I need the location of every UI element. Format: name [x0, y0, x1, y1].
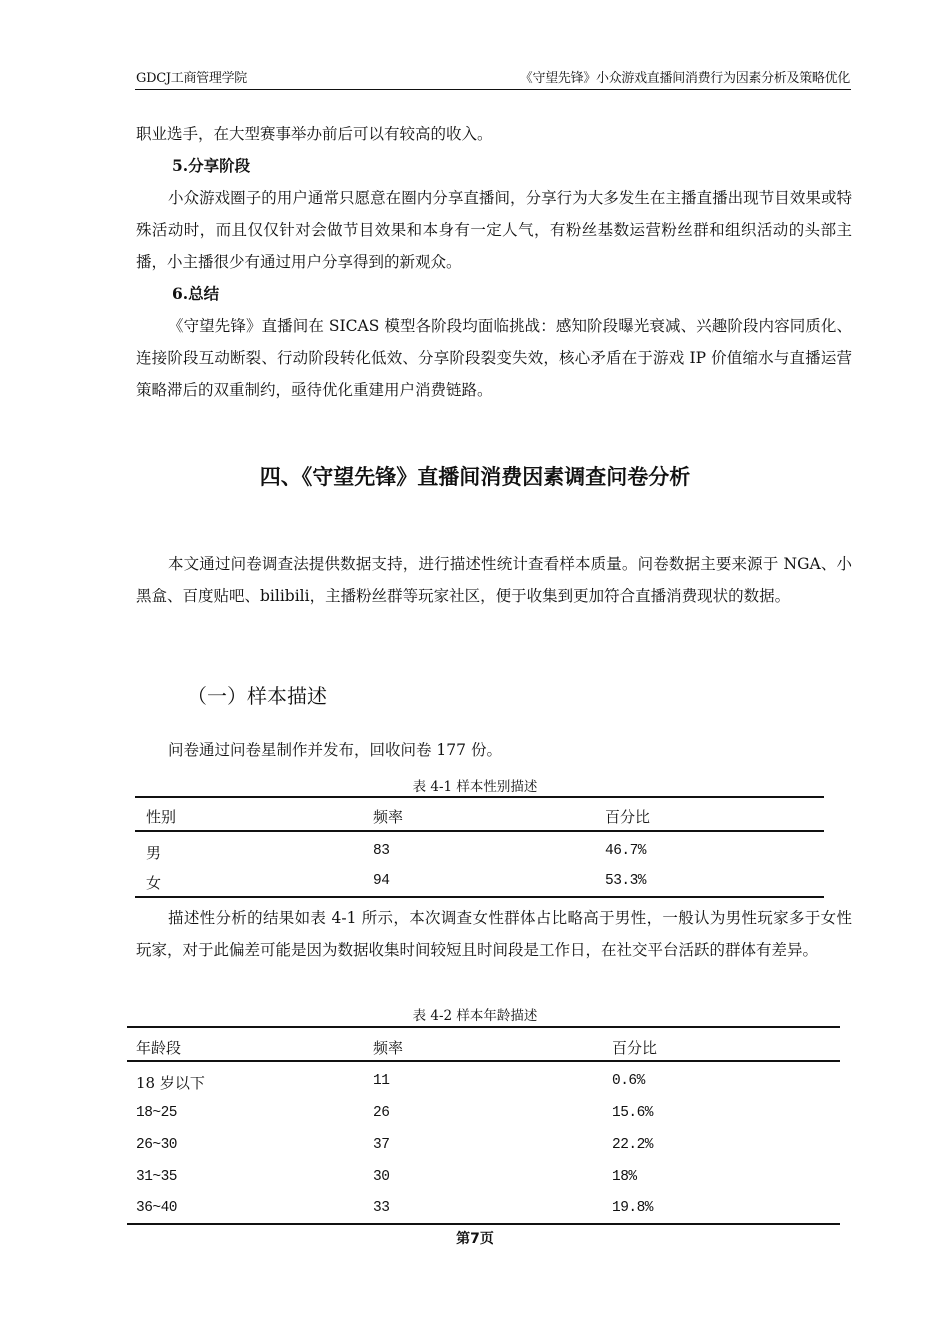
table2-cell: 19.8%	[612, 1200, 654, 1216]
table2-cell: 18%	[612, 1169, 637, 1185]
table2-cell: 18~25	[136, 1105, 178, 1121]
table2-top-rule	[127, 1026, 840, 1028]
table2-cell: 30	[373, 1169, 390, 1185]
table1-cell: 女	[146, 874, 162, 892]
table1-cell: 男	[146, 844, 162, 862]
summary-heading: 6.总结	[172, 284, 220, 303]
table2-caption: 表 4-2 样本年龄描述	[412, 1008, 538, 1024]
page-number: 第7页	[456, 1231, 494, 1247]
table1-header-percent: 百分比	[605, 808, 651, 826]
table1-header-gender: 性别	[146, 808, 177, 826]
table1-caption: 表 4-1 样本性别描述	[412, 779, 538, 795]
table1-top-rule	[135, 796, 824, 798]
table1-cell: 53.3%	[605, 873, 647, 889]
table2-cell: 18 岁以下	[136, 1074, 205, 1092]
header-institution: GDCJ工商管理学院	[136, 71, 247, 86]
table2-cell: 36~40	[136, 1200, 178, 1216]
table2-cell: 33	[373, 1200, 390, 1216]
table2-header-percent: 百分比	[612, 1039, 658, 1057]
table1-cell: 94	[373, 873, 390, 889]
table2-cell: 31~35	[136, 1169, 178, 1185]
share-stage-paragraph: 小众游戏圈子的用户通常只愿意在圈内分享直播间，分享行为大多发生在主播直播出现节目效果或特殊活动时，而且仅仅针对会做节目效果和本身有一定人气，有粉丝基数运营粉丝群和组织活动的头部主播，小主播很少有通过用户分享得到的新观众。	[136, 189, 852, 271]
table2-cell: 15.6%	[612, 1105, 654, 1121]
chapter-intro-paragraph: 本文通过问卷调查法提供数据支持，进行描述性统计查看样本质量。问卷数据主要来源于 NGA、小黑盒、百度贴吧、bilibili，主播粉丝群等玩家社区，便于收集到更加符合直播消费现状的数据。	[136, 555, 852, 605]
table2-cell: 26~30	[136, 1137, 178, 1153]
header-paper-title: 《守望先锋》小众游戏直播间消费行为因素分析及策略优化	[519, 71, 850, 86]
table2-header-age: 年龄段	[136, 1039, 182, 1057]
continuation-paragraph: 职业选手，在大型赛事举办前后可以有较高的收入。	[136, 125, 493, 143]
table2-header-rule	[127, 1060, 840, 1062]
table2-bottom-rule	[127, 1223, 840, 1225]
summary-paragraph: 《守望先锋》直播间在 SICAS 模型各阶段均面临挑战：感知阶段曝光衰减、兴趣阶段内容同质化、连接阶段互动断裂、行动阶段转化低效、分享阶段裂变失效，核心矛盾在于游戏 IP 价值缩水与直播运营策略滞后的双重制约，亟待优化重建用户消费链路。	[136, 317, 852, 399]
table1-header-rule	[135, 830, 824, 832]
table1-header-frequency: 频率	[373, 808, 404, 826]
table2-cell: 26	[373, 1105, 390, 1121]
section-title: （一）样本描述	[187, 684, 327, 708]
table2-header-frequency: 频率	[373, 1039, 404, 1057]
share-stage-heading: 5.分享阶段	[172, 156, 251, 175]
chapter-title: 四、《守望先锋》直播间消费因素调查问卷分析	[259, 465, 691, 489]
table1-cell: 46.7%	[605, 843, 647, 859]
gender-analysis-paragraph: 描述性分析的结果如表 4-1 所示，本次调查女性群体占比略高于男性，一般认为男性玩家多于女性玩家，对于此偏差可能是因为数据收集时间较短且时间段是工作日，在社交平台活跃的群体有差异。	[136, 909, 852, 959]
table2-cell: 11	[373, 1073, 390, 1089]
table2-cell: 37	[373, 1137, 390, 1153]
table1-bottom-rule	[135, 896, 824, 898]
table2-cell: 22.2%	[612, 1137, 654, 1153]
table1-cell: 83	[373, 843, 390, 859]
header-divider	[135, 89, 851, 90]
sample-intro-paragraph: 问卷通过问卷星制作并发布，回收问卷 177 份。	[168, 741, 502, 759]
table2-cell: 0.6%	[612, 1073, 645, 1089]
